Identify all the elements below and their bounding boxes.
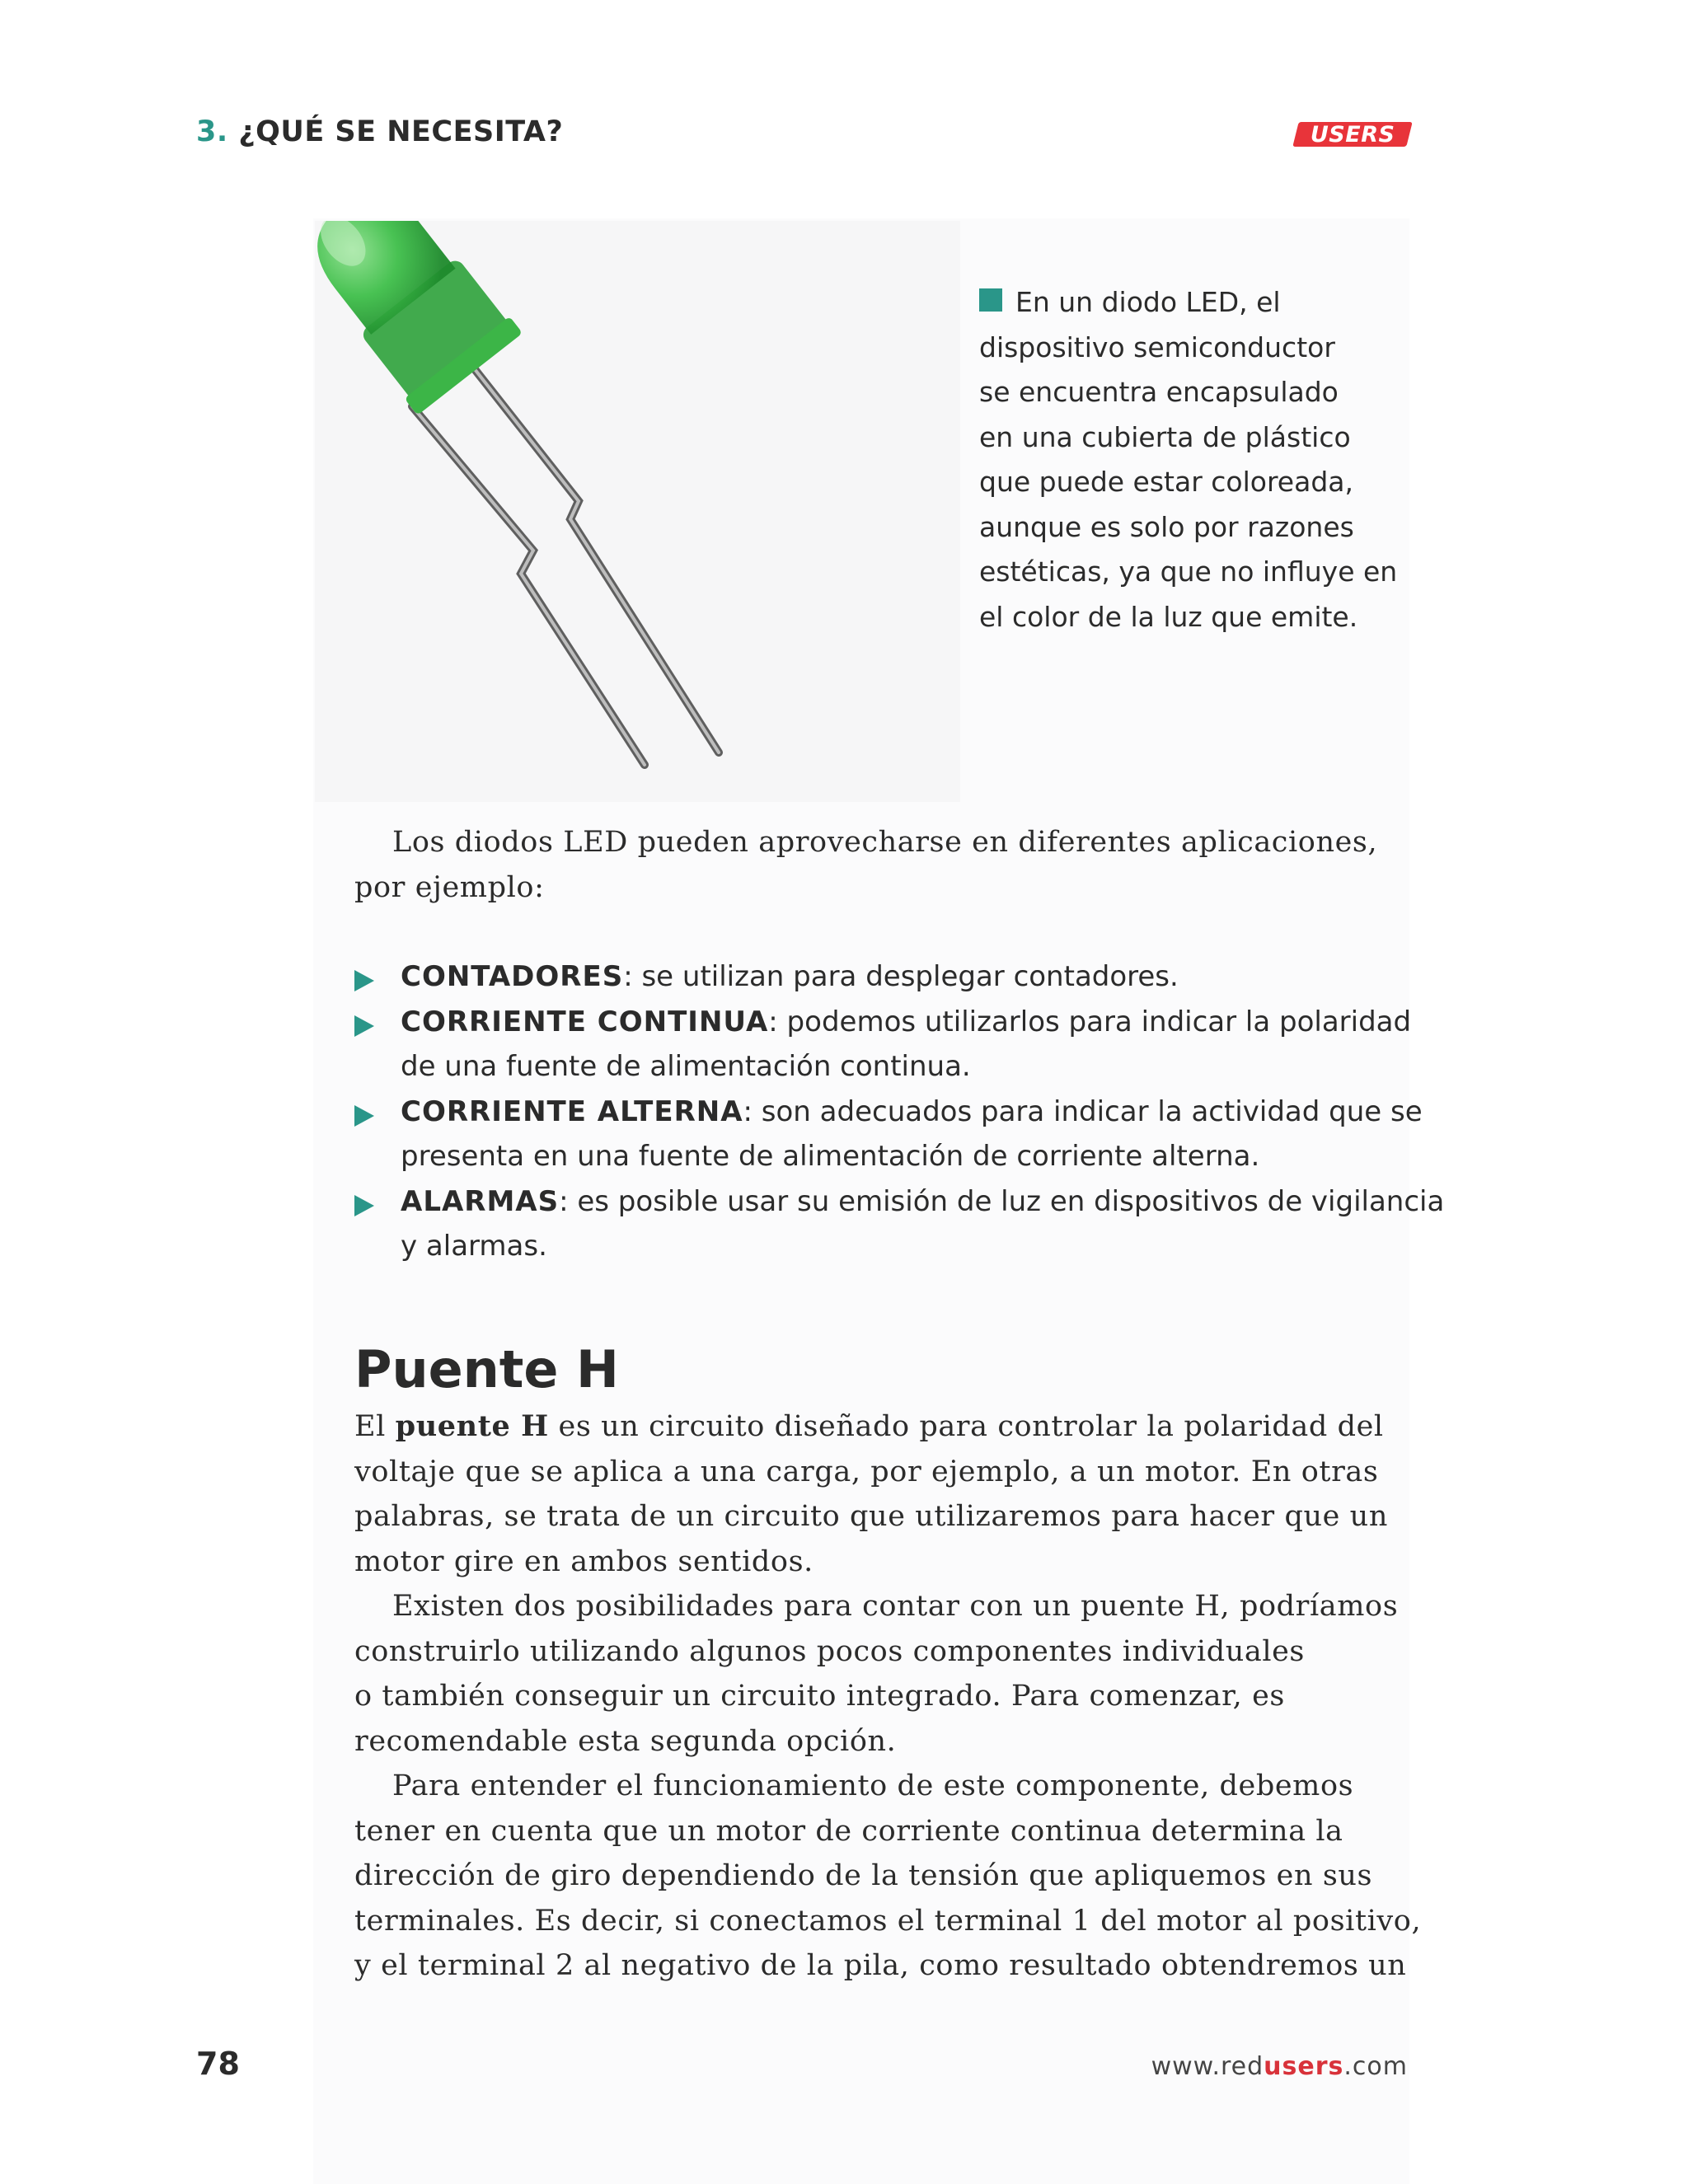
caption-line: estéticas, ya que no influye en xyxy=(979,555,1398,588)
users-logo xyxy=(1292,122,1412,147)
users-logo-text: USERS xyxy=(1310,121,1395,148)
figure-caption xyxy=(979,280,1398,640)
chapter-heading xyxy=(196,115,563,148)
teal-square-icon xyxy=(979,288,1002,312)
teal-arrow-icon xyxy=(354,1015,374,1037)
section-paragraph-2: Existen dos posibilidades para contar con un puente H, podríamos construirlo utilizando algunos pocos componentes individuales o también conseguir un circuito integrado. Para comenzar, es recomendable esta segunda opción. xyxy=(354,1590,1399,1758)
caption-line: se encuentra encapsulado xyxy=(979,376,1339,408)
section-paragraph-3: Para entender el funcionamiento de este componente, debemos tener en cuenta que un motor de corriente continua determina la dirección de giro dependiendo de la tensión que apliquemos en sus terminales. Es decir, si conectamos el terminal 1 del motor al positivo, y el terminal 2 al negativo de la pila, como resultado obtendremos un xyxy=(354,1769,1422,1982)
caption-line: En un diodo LED, el xyxy=(979,280,1391,326)
green-led-photo xyxy=(315,221,960,802)
teal-arrow-icon xyxy=(354,970,374,991)
bold-term: puente H xyxy=(395,1409,549,1443)
caption-line: el color de la luz que emite. xyxy=(979,600,1358,633)
intro-paragraph: Los diodos LED pueden aprovecharse en diferentes aplicaciones, por ejemplo: xyxy=(354,826,1378,904)
chapter-number: 3. xyxy=(196,115,228,148)
led-legs xyxy=(412,365,719,765)
list-item: CORRIENTE ALTERNA: son adecuados para indicar la actividad que se presenta en una fuente de alimentación de corriente alterna. xyxy=(354,1090,1409,1179)
teal-arrow-icon xyxy=(354,1105,374,1127)
section-title: Puente H xyxy=(354,1339,619,1399)
list-item: CORRIENTE CONTINUA: podemos utilizarlos para indicar la polaridad de una fuente de alimentación continua. xyxy=(354,1000,1409,1090)
footer-url[interactable]: www.redusers.com xyxy=(1151,2052,1408,2081)
teal-arrow-icon xyxy=(354,1195,374,1216)
running-header xyxy=(196,115,1409,157)
caption-line: aunque es solo por razones xyxy=(979,510,1354,543)
caption-line: dispositivo semiconductor xyxy=(979,330,1335,363)
section-paragraph-1: El puente H es un circuito diseñado para controlar la polaridad del voltaje que se aplica a una carga, por ejemplo, a un motor. En otras palabras, se trata de un circuito que utilizaremos para hacer que un motor gire en ambos sentidos. xyxy=(354,1409,1388,1578)
list-item: ALARMAS: es posible usar su emisión de luz en dispositivos de vigilancia y alarmas. xyxy=(354,1179,1409,1269)
caption-line: en una cubierta de plástico xyxy=(979,420,1351,453)
applications-list xyxy=(354,954,1445,1269)
caption-line: que puede estar coloreada, xyxy=(979,466,1353,498)
chapter-title: ¿QUÉ SE NECESITA? xyxy=(238,115,564,148)
list-item: CONTADORES: se utilizan para desplegar contadores. xyxy=(354,954,1409,1000)
page-number: 78 xyxy=(196,2046,240,2082)
